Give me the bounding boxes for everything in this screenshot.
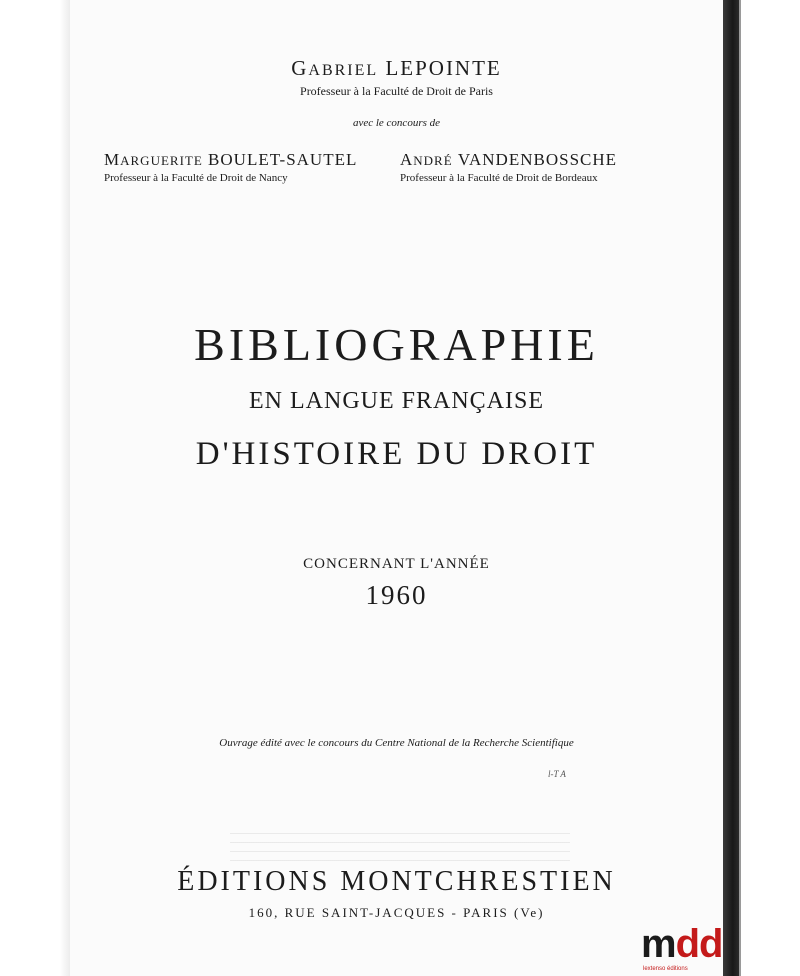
logo-dd: dd [675,922,723,966]
logo-m: m [641,922,676,966]
co-author-2-name [400,150,617,170]
book-spine-edge [739,0,741,976]
logo-tagline: lextenso éditions [643,966,688,972]
co-author-1-affiliation: Professeur à la Faculté de Droit de Nancy [104,172,288,184]
mdd-logo-letters [641,922,722,966]
co-author-2-first-rest: NDRÉ [413,153,453,168]
publisher-name: ÉDITIONS MONTCHRESTIEN [177,866,616,897]
co-author-2-first-initial: A [400,150,414,169]
year-label: CONCERNANT L'ANNÉE [303,556,490,572]
co-author-2-last: VANDENBOSSCHE [457,150,618,169]
co-author-1-first-initial: M [104,150,121,169]
book-title: BIBLIOGRAPHIE [194,319,599,370]
cnrs-note: Ouvrage édité avec le concours du Centre National de la Recherche Scientifique [219,737,574,749]
co-author-2-affiliation: Professeur à la Faculté de Droit de Bordeaux [400,172,598,184]
year: 1960 [365,580,428,610]
handwritten-mark: l-T A [548,769,566,779]
book-spine [723,0,739,976]
page-left-shade [60,0,70,976]
publisher-address: 160, RUE SAINT-JACQUES - PARIS (Ve) [248,905,545,920]
title-page [70,0,723,976]
co-author-1-first-rest: ARGUERITE [120,153,203,168]
main-author-first-initial: G [291,56,309,80]
show-through-text [230,833,570,863]
book-subtitle-1: EN LANGUE FRANÇAISE [249,388,544,414]
co-author-1-last: BOULET-SAUTEL [208,150,358,169]
main-author-name [70,56,723,81]
book-subtitle-2: D'HISTOIRE DU DROIT [195,436,598,472]
mdd-logo [641,922,731,976]
co-author-1-name [104,150,357,170]
main-author-last: LEPOINTE [385,56,502,80]
with-help-line: avec le concours de [352,117,441,129]
main-author-first-rest: ABRIEL [308,62,379,79]
main-author-affiliation: Professeur à la Faculté de Droit de Paris [300,84,493,98]
